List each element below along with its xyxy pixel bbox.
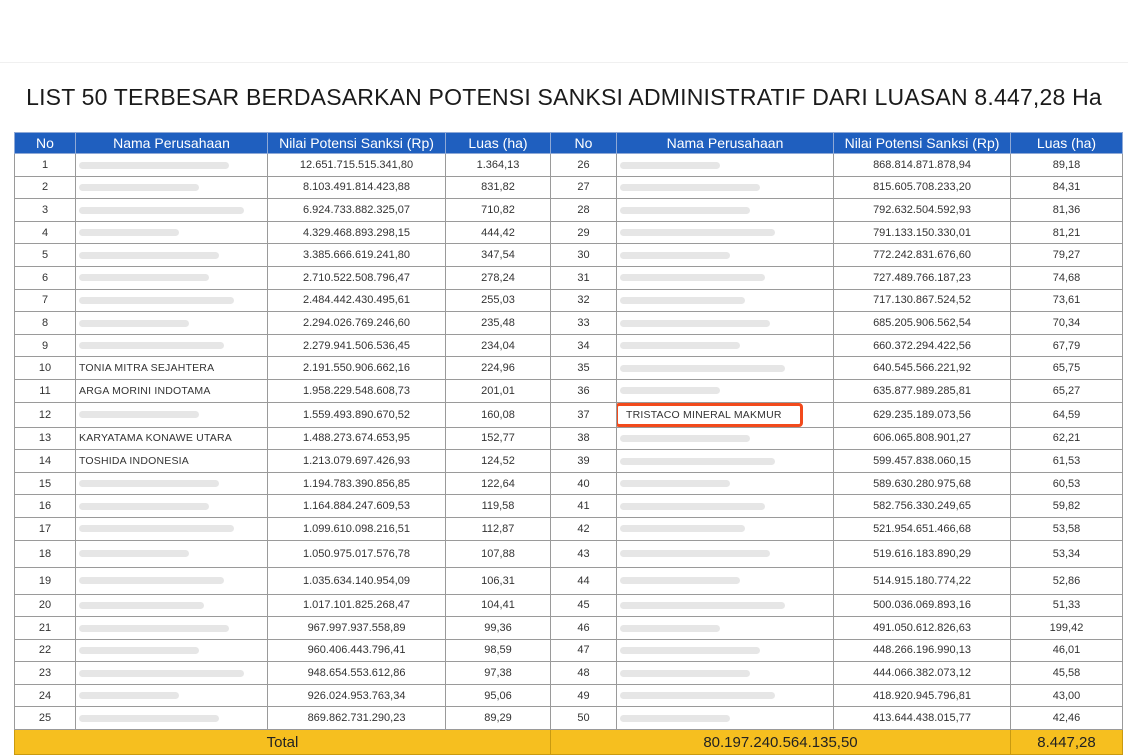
sanction-value-left: 960.406.443.796,41 bbox=[268, 639, 446, 662]
sanction-value-left: 1.213.079.697.426,93 bbox=[268, 450, 446, 473]
row-number-right: 43 bbox=[551, 540, 617, 567]
row-number-right: 28 bbox=[551, 199, 617, 222]
redacted-name bbox=[79, 647, 199, 654]
header-company-left: Nama Perusahaan bbox=[76, 133, 268, 154]
redacted-name bbox=[620, 365, 785, 372]
area-right: 79,27 bbox=[1011, 244, 1123, 267]
sanction-value-left: 2.279.941.506.536,45 bbox=[268, 334, 446, 357]
table-row bbox=[15, 221, 1123, 244]
area-left: 347,54 bbox=[446, 244, 551, 267]
company-name-right bbox=[617, 594, 834, 617]
sanction-value-right: 521.954.651.466,68 bbox=[834, 517, 1011, 540]
redacted-name bbox=[620, 647, 760, 654]
table-header-row bbox=[15, 133, 1123, 154]
company-name-right bbox=[617, 176, 834, 199]
row-number-left: 24 bbox=[15, 684, 76, 707]
sanction-value-right: 727.489.766.187,23 bbox=[834, 266, 1011, 289]
area-left: 122,64 bbox=[446, 472, 551, 495]
company-name-right bbox=[617, 450, 834, 473]
company-name-right bbox=[617, 427, 834, 450]
table-row bbox=[15, 402, 1123, 427]
row-number-right: 45 bbox=[551, 594, 617, 617]
company-name-right bbox=[617, 334, 834, 357]
redacted-name bbox=[79, 229, 179, 236]
area-right: 53,34 bbox=[1011, 540, 1123, 567]
redacted-name bbox=[620, 625, 720, 632]
table-row bbox=[15, 379, 1123, 402]
company-name-right bbox=[617, 567, 834, 594]
sanction-value-left: 869.862.731.290,23 bbox=[268, 707, 446, 730]
redacted-name bbox=[79, 297, 234, 304]
sanction-value-right: 868.814.871.878,94 bbox=[834, 154, 1011, 177]
area-left: 104,41 bbox=[446, 594, 551, 617]
row-number-right: 38 bbox=[551, 427, 617, 450]
company-name-right bbox=[617, 472, 834, 495]
area-right: 84,31 bbox=[1011, 176, 1123, 199]
sanction-value-left: 1.559.493.890.670,52 bbox=[268, 402, 446, 427]
area-right: 45,58 bbox=[1011, 662, 1123, 685]
header-value-right: Nilai Potensi Sanksi (Rp) bbox=[834, 133, 1011, 154]
header-company-right: Nama Perusahaan bbox=[617, 133, 834, 154]
row-number-left: 17 bbox=[15, 517, 76, 540]
redacted-name bbox=[620, 525, 745, 532]
header-value-left: Nilai Potensi Sanksi (Rp) bbox=[268, 133, 446, 154]
area-right: 59,82 bbox=[1011, 495, 1123, 518]
sanctions-table bbox=[14, 132, 1123, 755]
redacted-name bbox=[79, 525, 234, 532]
redacted-name bbox=[79, 550, 189, 557]
area-left: 106,31 bbox=[446, 567, 551, 594]
row-number-right: 50 bbox=[551, 707, 617, 730]
company-name-left bbox=[76, 540, 268, 567]
sanction-value-left: 1.035.634.140.954,09 bbox=[268, 567, 446, 594]
table-row bbox=[15, 334, 1123, 357]
sanction-value-left: 2.710.522.508.796,47 bbox=[268, 266, 446, 289]
company-name-right bbox=[617, 357, 834, 380]
area-right: 51,33 bbox=[1011, 594, 1123, 617]
redacted-name bbox=[620, 480, 730, 487]
row-number-right: 44 bbox=[551, 567, 617, 594]
table-row bbox=[15, 450, 1123, 473]
table-row bbox=[15, 594, 1123, 617]
company-name-right bbox=[617, 684, 834, 707]
row-number-left: 5 bbox=[15, 244, 76, 267]
sanction-value-left: 2.484.442.430.495,61 bbox=[268, 289, 446, 312]
area-right: 81,21 bbox=[1011, 221, 1123, 244]
area-right: 199,42 bbox=[1011, 617, 1123, 640]
row-number-left: 4 bbox=[15, 221, 76, 244]
area-left: 224,96 bbox=[446, 357, 551, 380]
highlighted-company-name: TRISTACO MINERAL MAKMUR bbox=[617, 403, 803, 427]
company-name-text: TONIA MITRA SEJAHTERA bbox=[79, 362, 215, 375]
area-right: 73,61 bbox=[1011, 289, 1123, 312]
sanction-value-left: 8.103.491.814.423,88 bbox=[268, 176, 446, 199]
redacted-name bbox=[620, 184, 760, 191]
sanction-value-left: 1.164.884.247.609,53 bbox=[268, 495, 446, 518]
redacted-name bbox=[620, 387, 720, 394]
area-left: 112,87 bbox=[446, 517, 551, 540]
company-name-text: ARGA MORINI INDOTAMA bbox=[79, 384, 211, 397]
sanction-value-left: 1.050.975.017.576,78 bbox=[268, 540, 446, 567]
row-number-right: 26 bbox=[551, 154, 617, 177]
table-row bbox=[15, 472, 1123, 495]
area-left: 152,77 bbox=[446, 427, 551, 450]
row-number-left: 21 bbox=[15, 617, 76, 640]
header-area-right: Luas (ha) bbox=[1011, 133, 1123, 154]
row-number-left: 11 bbox=[15, 379, 76, 402]
redacted-name bbox=[79, 577, 224, 584]
table-row bbox=[15, 540, 1123, 567]
area-left: 201,01 bbox=[446, 379, 551, 402]
sanction-value-right: 717.130.867.524,52 bbox=[834, 289, 1011, 312]
company-name-right bbox=[617, 312, 834, 335]
company-name-left bbox=[76, 450, 268, 473]
redacted-name bbox=[79, 252, 219, 259]
area-right: 61,53 bbox=[1011, 450, 1123, 473]
row-number-right: 32 bbox=[551, 289, 617, 312]
sanction-value-left: 1.099.610.098.216,51 bbox=[268, 517, 446, 540]
area-left: 235,48 bbox=[446, 312, 551, 335]
table-row bbox=[15, 567, 1123, 594]
row-number-left: 1 bbox=[15, 154, 76, 177]
table-body bbox=[15, 154, 1123, 730]
row-number-left: 22 bbox=[15, 639, 76, 662]
area-right: 89,18 bbox=[1011, 154, 1123, 177]
row-number-left: 3 bbox=[15, 199, 76, 222]
sanction-value-left: 6.924.733.882.325,07 bbox=[268, 199, 446, 222]
company-name-left bbox=[76, 221, 268, 244]
row-number-left: 25 bbox=[15, 707, 76, 730]
table-row bbox=[15, 312, 1123, 335]
company-name-left bbox=[76, 357, 268, 380]
company-name-left bbox=[76, 617, 268, 640]
redacted-name bbox=[79, 184, 199, 191]
sanction-value-right: 792.632.504.592,93 bbox=[834, 199, 1011, 222]
table-row bbox=[15, 154, 1123, 177]
company-name-left bbox=[76, 379, 268, 402]
area-left: 444,42 bbox=[446, 221, 551, 244]
company-name-left bbox=[76, 567, 268, 594]
row-number-right: 47 bbox=[551, 639, 617, 662]
area-right: 42,46 bbox=[1011, 707, 1123, 730]
area-right: 60,53 bbox=[1011, 472, 1123, 495]
company-name-right bbox=[617, 402, 834, 427]
row-number-left: 13 bbox=[15, 427, 76, 450]
redacted-name bbox=[620, 692, 775, 699]
company-name-right bbox=[617, 639, 834, 662]
area-left: 278,24 bbox=[446, 266, 551, 289]
sanction-value-left: 4.329.468.893.298,15 bbox=[268, 221, 446, 244]
row-number-right: 27 bbox=[551, 176, 617, 199]
company-name-right bbox=[617, 662, 834, 685]
row-number-left: 6 bbox=[15, 266, 76, 289]
sanction-value-left: 1.958.229.548.608,73 bbox=[268, 379, 446, 402]
area-left: 107,88 bbox=[446, 540, 551, 567]
sanction-value-right: 685.205.906.562,54 bbox=[834, 312, 1011, 335]
redacted-name bbox=[620, 162, 720, 169]
company-name-left bbox=[76, 154, 268, 177]
row-number-left: 7 bbox=[15, 289, 76, 312]
area-left: 160,08 bbox=[446, 402, 551, 427]
row-number-right: 37 bbox=[551, 402, 617, 427]
area-left: 98,59 bbox=[446, 639, 551, 662]
area-left: 97,38 bbox=[446, 662, 551, 685]
row-number-left: 8 bbox=[15, 312, 76, 335]
row-number-left: 15 bbox=[15, 472, 76, 495]
company-name-left bbox=[76, 334, 268, 357]
table-row bbox=[15, 199, 1123, 222]
sanction-value-right: 444.066.382.073,12 bbox=[834, 662, 1011, 685]
company-name-left bbox=[76, 707, 268, 730]
area-right: 67,79 bbox=[1011, 334, 1123, 357]
area-left: 124,52 bbox=[446, 450, 551, 473]
area-right: 46,01 bbox=[1011, 639, 1123, 662]
row-number-right: 39 bbox=[551, 450, 617, 473]
table-row bbox=[15, 617, 1123, 640]
redacted-name bbox=[620, 503, 765, 510]
row-number-left: 9 bbox=[15, 334, 76, 357]
redacted-name bbox=[79, 411, 199, 418]
total-value: 80.197.240.564.135,50 bbox=[551, 730, 1011, 755]
sanction-value-right: 589.630.280.975,68 bbox=[834, 472, 1011, 495]
area-left: 710,82 bbox=[446, 199, 551, 222]
sanction-value-left: 1.488.273.674.653,95 bbox=[268, 427, 446, 450]
redacted-name bbox=[79, 602, 204, 609]
area-left: 831,82 bbox=[446, 176, 551, 199]
company-name-text: TOSHIDA INDONESIA bbox=[79, 454, 189, 467]
redacted-name bbox=[79, 692, 179, 699]
company-name-right bbox=[617, 707, 834, 730]
sanction-value-right: 448.266.196.990,13 bbox=[834, 639, 1011, 662]
redacted-name bbox=[79, 207, 244, 214]
redacted-name bbox=[620, 602, 785, 609]
sanction-value-right: 606.065.808.901,27 bbox=[834, 427, 1011, 450]
company-name-left bbox=[76, 176, 268, 199]
company-name-text: KARYATAMA KONAWE UTARA bbox=[79, 432, 232, 445]
row-number-right: 29 bbox=[551, 221, 617, 244]
table-row bbox=[15, 289, 1123, 312]
company-name-left bbox=[76, 427, 268, 450]
area-right: 81,36 bbox=[1011, 199, 1123, 222]
redacted-name bbox=[79, 480, 219, 487]
area-left: 119,58 bbox=[446, 495, 551, 518]
row-number-left: 12 bbox=[15, 402, 76, 427]
table-row bbox=[15, 684, 1123, 707]
sanction-value-right: 640.545.566.221,92 bbox=[834, 357, 1011, 380]
company-name-right bbox=[617, 244, 834, 267]
redacted-name bbox=[620, 550, 770, 557]
redacted-name bbox=[620, 342, 740, 349]
sanction-value-right: 514.915.180.774,22 bbox=[834, 567, 1011, 594]
company-name-left bbox=[76, 402, 268, 427]
sanction-value-left: 3.385.666.619.241,80 bbox=[268, 244, 446, 267]
redacted-name bbox=[620, 229, 775, 236]
redacted-name bbox=[620, 577, 740, 584]
area-right: 64,59 bbox=[1011, 402, 1123, 427]
company-name-right bbox=[617, 617, 834, 640]
sanction-value-left: 12.651.715.515.341,80 bbox=[268, 154, 446, 177]
top-band bbox=[0, 0, 1128, 63]
sanction-value-right: 519.616.183.890,29 bbox=[834, 540, 1011, 567]
redacted-name bbox=[79, 342, 224, 349]
row-number-right: 33 bbox=[551, 312, 617, 335]
redacted-name bbox=[620, 458, 775, 465]
area-right: 70,34 bbox=[1011, 312, 1123, 335]
sanction-value-left: 2.294.026.769.246,60 bbox=[268, 312, 446, 335]
company-name-left bbox=[76, 266, 268, 289]
table-row bbox=[15, 639, 1123, 662]
area-left: 89,29 bbox=[446, 707, 551, 730]
redacted-name bbox=[79, 625, 229, 632]
table-row bbox=[15, 357, 1123, 380]
row-number-right: 34 bbox=[551, 334, 617, 357]
sanction-value-right: 418.920.945.796,81 bbox=[834, 684, 1011, 707]
redacted-name bbox=[620, 715, 730, 722]
area-right: 74,68 bbox=[1011, 266, 1123, 289]
redacted-name bbox=[620, 207, 750, 214]
area-right: 62,21 bbox=[1011, 427, 1123, 450]
company-name-right bbox=[617, 517, 834, 540]
sanction-value-right: 772.242.831.676,60 bbox=[834, 244, 1011, 267]
row-number-right: 41 bbox=[551, 495, 617, 518]
table-row bbox=[15, 266, 1123, 289]
area-left: 255,03 bbox=[446, 289, 551, 312]
sanction-value-left: 948.654.553.612,86 bbox=[268, 662, 446, 685]
company-name-right bbox=[617, 154, 834, 177]
company-name-left bbox=[76, 662, 268, 685]
row-number-right: 35 bbox=[551, 357, 617, 380]
header-no-left: No bbox=[15, 133, 76, 154]
area-right: 65,75 bbox=[1011, 357, 1123, 380]
company-name-left bbox=[76, 684, 268, 707]
sanction-value-right: 413.644.438.015,77 bbox=[834, 707, 1011, 730]
sanction-value-right: 599.457.838.060,15 bbox=[834, 450, 1011, 473]
row-number-right: 36 bbox=[551, 379, 617, 402]
redacted-name bbox=[79, 162, 229, 169]
row-number-left: 19 bbox=[15, 567, 76, 594]
row-number-left: 23 bbox=[15, 662, 76, 685]
row-number-right: 48 bbox=[551, 662, 617, 685]
row-number-right: 40 bbox=[551, 472, 617, 495]
row-number-right: 49 bbox=[551, 684, 617, 707]
company-name-right bbox=[617, 379, 834, 402]
redacted-name bbox=[620, 297, 745, 304]
company-name-left bbox=[76, 594, 268, 617]
redacted-name bbox=[620, 670, 750, 677]
company-name-right bbox=[617, 540, 834, 567]
sanction-value-left: 1.194.783.390.856,85 bbox=[268, 472, 446, 495]
header-no-right: No bbox=[551, 133, 617, 154]
table-row bbox=[15, 244, 1123, 267]
area-right: 52,86 bbox=[1011, 567, 1123, 594]
table-row bbox=[15, 495, 1123, 518]
table-row bbox=[15, 707, 1123, 730]
sanction-value-left: 967.997.937.558,89 bbox=[268, 617, 446, 640]
area-left: 95,06 bbox=[446, 684, 551, 707]
sanction-value-left: 926.024.953.763,34 bbox=[268, 684, 446, 707]
row-number-right: 31 bbox=[551, 266, 617, 289]
company-name-right bbox=[617, 221, 834, 244]
area-left: 1.364,13 bbox=[446, 154, 551, 177]
table-row bbox=[15, 427, 1123, 450]
redacted-name bbox=[620, 435, 750, 442]
company-name-left bbox=[76, 639, 268, 662]
sanction-value-left: 1.017.101.825.268,47 bbox=[268, 594, 446, 617]
row-number-right: 42 bbox=[551, 517, 617, 540]
company-name-left bbox=[76, 244, 268, 267]
row-number-right: 30 bbox=[551, 244, 617, 267]
company-name-right bbox=[617, 289, 834, 312]
redacted-name bbox=[79, 320, 189, 327]
sanction-value-right: 629.235.189.073,56 bbox=[834, 402, 1011, 427]
row-number-left: 2 bbox=[15, 176, 76, 199]
table-row bbox=[15, 176, 1123, 199]
redacted-name bbox=[620, 252, 730, 259]
table-row bbox=[15, 662, 1123, 685]
area-right: 53,58 bbox=[1011, 517, 1123, 540]
total-row bbox=[15, 730, 1123, 755]
sanction-value-left: 2.191.550.906.662,16 bbox=[268, 357, 446, 380]
company-name-left bbox=[76, 289, 268, 312]
sanction-value-right: 791.133.150.330,01 bbox=[834, 221, 1011, 244]
sanction-value-right: 815.605.708.233,20 bbox=[834, 176, 1011, 199]
area-left: 234,04 bbox=[446, 334, 551, 357]
company-name-left bbox=[76, 199, 268, 222]
sanction-value-right: 500.036.069.893,16 bbox=[834, 594, 1011, 617]
sanction-value-right: 635.877.989.285,81 bbox=[834, 379, 1011, 402]
row-number-right: 46 bbox=[551, 617, 617, 640]
sanction-value-right: 582.756.330.249,65 bbox=[834, 495, 1011, 518]
company-name-right bbox=[617, 199, 834, 222]
redacted-name bbox=[79, 715, 219, 722]
company-name-left bbox=[76, 517, 268, 540]
company-name-left bbox=[76, 495, 268, 518]
area-right: 65,27 bbox=[1011, 379, 1123, 402]
row-number-left: 18 bbox=[15, 540, 76, 567]
redacted-name bbox=[79, 274, 209, 281]
redacted-name bbox=[620, 274, 765, 281]
redacted-name bbox=[79, 503, 209, 510]
page-title: LIST 50 TERBESAR BERDASARKAN POTENSI SANKSI ADMINISTRATIF DARI LUASAN 8.447,28 Ha bbox=[26, 84, 1102, 110]
area-left: 99,36 bbox=[446, 617, 551, 640]
area-right: 43,00 bbox=[1011, 684, 1123, 707]
row-number-left: 16 bbox=[15, 495, 76, 518]
row-number-left: 10 bbox=[15, 357, 76, 380]
redacted-name bbox=[79, 670, 244, 677]
sanction-value-right: 491.050.612.826,63 bbox=[834, 617, 1011, 640]
sanction-value-right: 660.372.294.422,56 bbox=[834, 334, 1011, 357]
company-name-right bbox=[617, 266, 834, 289]
company-name-right bbox=[617, 495, 834, 518]
row-number-left: 14 bbox=[15, 450, 76, 473]
redacted-name bbox=[620, 320, 770, 327]
row-number-left: 20 bbox=[15, 594, 76, 617]
company-name-left bbox=[76, 472, 268, 495]
header-area-left: Luas (ha) bbox=[446, 133, 551, 154]
table-row bbox=[15, 517, 1123, 540]
total-label: Total bbox=[15, 730, 551, 755]
company-name-left bbox=[76, 312, 268, 335]
total-area: 8.447,28 bbox=[1011, 730, 1123, 755]
